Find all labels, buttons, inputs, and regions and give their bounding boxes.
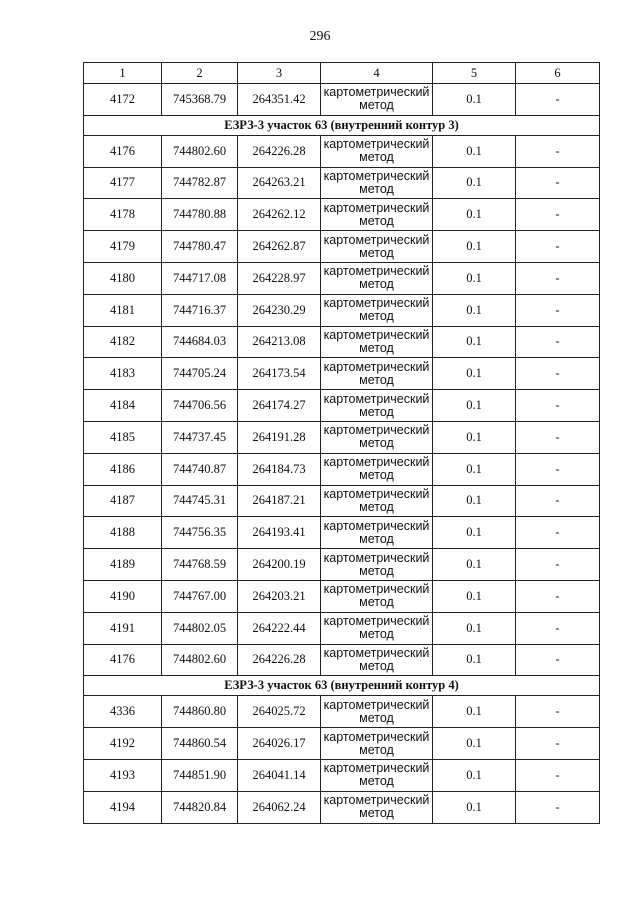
x-coordinate-cell: 744768.59 [162,549,238,581]
y-coordinate-cell: 264213.08 [238,326,321,358]
description-cell: - [516,358,600,390]
description-cell: - [516,199,600,231]
method-text-line2: метод [359,213,394,228]
x-coordinate-cell: 744745.31 [162,485,238,517]
method-text-line1: картометрический [323,423,430,438]
method-text-line2: метод [359,181,394,196]
point-number-cell: 4336 [84,696,162,728]
y-coordinate-cell: 264230.29 [238,294,321,326]
method-cell [321,167,433,199]
x-coordinate-cell: 744716.37 [162,294,238,326]
method-cell [321,326,433,358]
method-cell [321,612,433,644]
method-text-line2: метод [359,563,394,578]
method-cell [321,358,433,390]
method-text-line1: картометрический [323,455,430,470]
table-row [84,358,600,390]
method-text-line2: метод [359,340,394,355]
point-number-cell: 4186 [84,453,162,485]
table-row [84,326,600,358]
x-coordinate-cell: 744780.88 [162,199,238,231]
method-text-line1: картометрический [323,359,430,374]
method-text-line1: картометрический [323,327,430,342]
method-text-line1: картометрический [323,296,430,311]
method-text-line2: метод [359,774,394,789]
method-cell [321,135,433,167]
point-number-cell: 4176 [84,644,162,676]
method-text-line2: метод [359,595,394,610]
y-coordinate-cell: 264191.28 [238,421,321,453]
y-coordinate-cell: 264041.14 [238,759,321,791]
accuracy-cell: 0.1 [433,294,516,326]
column-header: 1 [84,63,162,84]
table-row [84,84,600,116]
point-number-cell: 4184 [84,390,162,422]
accuracy-cell: 0.1 [433,326,516,358]
method-text-line2: метод [359,531,394,546]
method-cell [321,549,433,581]
column-header: 4 [321,63,433,84]
x-coordinate-cell: 744717.08 [162,262,238,294]
description-cell: - [516,135,600,167]
method-text-line2: метод [359,98,394,113]
method-text-line1: картометрический [323,518,430,533]
point-number-cell: 4181 [84,294,162,326]
y-coordinate-cell: 264262.12 [238,199,321,231]
table-row [84,167,600,199]
method-text-line2: метод [359,372,394,387]
table-row [84,728,600,760]
column-header: 3 [238,63,321,84]
accuracy-cell: 0.1 [433,135,516,167]
description-cell: - [516,728,600,760]
y-coordinate-cell: 264263.21 [238,167,321,199]
method-text-line1: картометрический [323,486,430,501]
accuracy-cell: 0.1 [433,644,516,676]
x-coordinate-cell: 744851.90 [162,759,238,791]
y-coordinate-cell: 264174.27 [238,390,321,422]
y-coordinate-cell: 264226.28 [238,644,321,676]
description-cell: - [516,294,600,326]
y-coordinate-cell: 264062.24 [238,791,321,823]
method-text-line2: метод [359,150,394,165]
table-row [84,231,600,263]
method-cell [321,84,433,116]
description-cell: - [516,517,600,549]
table-row [84,580,600,612]
point-number-cell: 4192 [84,728,162,760]
description-cell: - [516,485,600,517]
y-coordinate-cell: 264025.72 [238,696,321,728]
table-row [84,135,600,167]
method-text-line2: метод [359,309,394,324]
method-text-line1: картометрический [323,793,430,808]
section-header-row [84,115,600,135]
page-number: 296 [309,29,331,44]
method-text-line1: картометрический [323,761,430,776]
method-cell [321,759,433,791]
method-text-line1: картометрический [323,729,430,744]
method-text-line2: метод [359,499,394,514]
method-text-line2: метод [359,436,394,451]
point-number-cell: 4177 [84,167,162,199]
y-coordinate-cell: 264193.41 [238,517,321,549]
accuracy-cell: 0.1 [433,485,516,517]
method-text-line2: метод [359,404,394,419]
table-row [84,390,600,422]
method-text-line1: картометрический [323,168,430,183]
x-coordinate-cell: 744740.87 [162,453,238,485]
method-cell [321,644,433,676]
section-title: ЕЗРЗ-3 участок 63 (внутренний контур 4) [84,676,600,696]
point-number-cell: 4172 [84,84,162,116]
description-cell: - [516,390,600,422]
method-text-line1: картометрический [323,645,430,660]
table-row [84,549,600,581]
x-coordinate-cell: 744756.35 [162,517,238,549]
x-coordinate-cell: 744860.80 [162,696,238,728]
accuracy-cell: 0.1 [433,612,516,644]
accuracy-cell: 0.1 [433,262,516,294]
y-coordinate-cell: 264228.97 [238,262,321,294]
table-row [84,199,600,231]
x-coordinate-cell: 744860.54 [162,728,238,760]
y-coordinate-cell: 264184.73 [238,453,321,485]
description-cell: - [516,453,600,485]
table-row [84,294,600,326]
description-cell: - [516,759,600,791]
x-coordinate-cell: 745368.79 [162,84,238,116]
table-row [84,517,600,549]
table-row [84,262,600,294]
table-row [84,421,600,453]
method-cell [321,517,433,549]
method-text-line1: картометрический [323,614,430,629]
table-body [84,63,600,824]
method-cell [321,390,433,422]
point-number-cell: 4179 [84,231,162,263]
coordinates-table [83,62,600,824]
method-text-line1: картометрический [323,264,430,279]
accuracy-cell: 0.1 [433,728,516,760]
accuracy-cell: 0.1 [433,580,516,612]
method-cell [321,696,433,728]
description-cell: - [516,262,600,294]
point-number-cell: 4194 [84,791,162,823]
description-cell: - [516,231,600,263]
y-coordinate-cell: 264226.28 [238,135,321,167]
method-cell [321,199,433,231]
description-cell: - [516,644,600,676]
y-coordinate-cell: 264173.54 [238,358,321,390]
point-number-cell: 4182 [84,326,162,358]
table-row [84,791,600,823]
description-cell: - [516,612,600,644]
point-number-cell: 4191 [84,612,162,644]
accuracy-cell: 0.1 [433,167,516,199]
section-title: ЕЗРЗ-3 участок 63 (внутренний контур 3) [84,115,600,135]
table-row [84,759,600,791]
table-row [84,453,600,485]
y-coordinate-cell: 264187.21 [238,485,321,517]
y-coordinate-cell: 264262.87 [238,231,321,263]
method-text-line2: метод [359,658,394,673]
method-cell [321,580,433,612]
x-coordinate-cell: 744802.05 [162,612,238,644]
table-header-row [84,63,600,84]
accuracy-cell: 0.1 [433,390,516,422]
method-text-line2: метод [359,468,394,483]
method-cell [321,294,433,326]
method-text-line1: картометрический [323,697,430,712]
description-cell: - [516,580,600,612]
table-row [84,485,600,517]
method-cell [321,485,433,517]
y-coordinate-cell: 264222.44 [238,612,321,644]
accuracy-cell: 0.1 [433,759,516,791]
x-coordinate-cell: 744767.00 [162,580,238,612]
accuracy-cell: 0.1 [433,453,516,485]
description-cell: - [516,84,600,116]
description-cell: - [516,167,600,199]
x-coordinate-cell: 744820.84 [162,791,238,823]
accuracy-cell: 0.1 [433,549,516,581]
x-coordinate-cell: 744737.45 [162,421,238,453]
x-coordinate-cell: 744802.60 [162,135,238,167]
description-cell: - [516,326,600,358]
y-coordinate-cell: 264351.42 [238,84,321,116]
method-cell [321,231,433,263]
point-number-cell: 4183 [84,358,162,390]
x-coordinate-cell: 744780.47 [162,231,238,263]
x-coordinate-cell: 744705.24 [162,358,238,390]
method-text-line2: метод [359,742,394,757]
method-text-line1: картометрический [323,200,430,215]
point-number-cell: 4176 [84,135,162,167]
x-coordinate-cell: 744802.60 [162,644,238,676]
description-cell: - [516,791,600,823]
description-cell: - [516,549,600,581]
method-cell [321,791,433,823]
column-header: 2 [162,63,238,84]
x-coordinate-cell: 744782.87 [162,167,238,199]
accuracy-cell: 0.1 [433,791,516,823]
method-text-line2: метод [359,806,394,821]
method-text-line2: метод [359,627,394,642]
method-text-line2: метод [359,710,394,725]
method-text-line1: картометрический [323,232,430,247]
y-coordinate-cell: 264200.19 [238,549,321,581]
y-coordinate-cell: 264203.21 [238,580,321,612]
point-number-cell: 4193 [84,759,162,791]
column-header: 5 [433,63,516,84]
method-cell [321,728,433,760]
method-cell [321,421,433,453]
accuracy-cell: 0.1 [433,696,516,728]
table-row [84,696,600,728]
point-number-cell: 4188 [84,517,162,549]
method-text-line1: картометрический [323,582,430,597]
accuracy-cell: 0.1 [433,517,516,549]
method-text-line2: метод [359,245,394,260]
table-row [84,612,600,644]
accuracy-cell: 0.1 [433,84,516,116]
table-row [84,644,600,676]
method-text-line1: картометрический [323,137,430,152]
method-cell [321,453,433,485]
description-cell: - [516,696,600,728]
method-text-line2: метод [359,277,394,292]
section-header-row [84,676,600,696]
method-text-line1: картометрический [323,391,430,406]
point-number-cell: 4185 [84,421,162,453]
point-number-cell: 4178 [84,199,162,231]
point-number-cell: 4190 [84,580,162,612]
method-cell [321,262,433,294]
accuracy-cell: 0.1 [433,231,516,263]
point-number-cell: 4187 [84,485,162,517]
point-number-cell: 4180 [84,262,162,294]
y-coordinate-cell: 264026.17 [238,728,321,760]
accuracy-cell: 0.1 [433,421,516,453]
x-coordinate-cell: 744706.56 [162,390,238,422]
point-number-cell: 4189 [84,549,162,581]
method-text-line1: картометрический [323,550,430,565]
x-coordinate-cell: 744684.03 [162,326,238,358]
description-cell: - [516,421,600,453]
accuracy-cell: 0.1 [433,358,516,390]
method-text-line1: картометрический [323,85,430,100]
accuracy-cell: 0.1 [433,199,516,231]
column-header: 6 [516,63,600,84]
